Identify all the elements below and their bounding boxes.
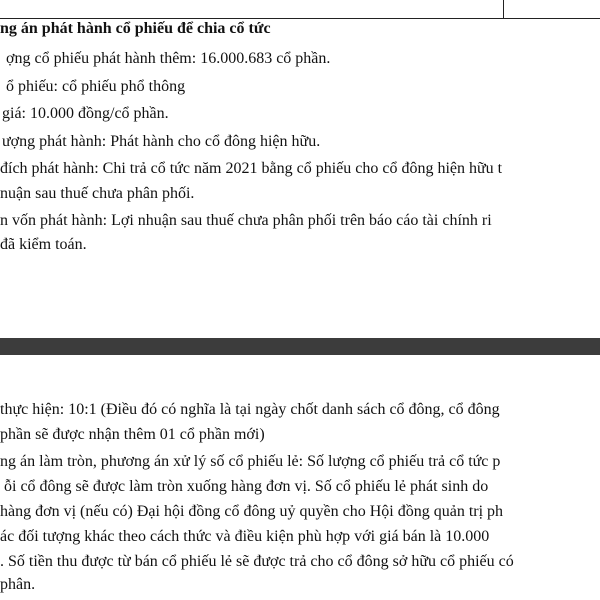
text-line-2: ổ phiếu: cổ phiếu phổ thông	[6, 78, 186, 95]
text-line-6: nuận sau thuế chưa phân phối.	[0, 185, 195, 202]
text-line-8: đã kiểm toán.	[0, 236, 87, 253]
text-line-7: n vốn phát hành: Lợi nhuận sau thuế chưa phân phối trên báo cáo tài chính ri	[0, 212, 492, 229]
text-line-10: phần sẽ được nhận thêm 01 cổ phần mới)	[0, 426, 265, 443]
text-line-12: ỗi cổ đông sẽ được làm tròn xuống hàng đơn vị. Số cổ phiếu lẻ phát sinh do	[4, 478, 489, 495]
page-gap	[0, 338, 600, 355]
text-line-14: ác đối tượng khác theo cách thức và điều kiện phù hợp với giá bán là 10.000	[0, 528, 490, 545]
table-frame-top	[0, 0, 600, 19]
text-line-1: ợng cổ phiếu phát hành thêm: 16.000.683 cổ phần.	[6, 50, 331, 67]
table-frame-divider	[503, 0, 504, 18]
text-line-4: ượng phát hành: Phát hành cho cổ đông hiện hữu.	[2, 133, 321, 150]
section-heading: ng án phát hành cổ phiếu để chia cổ tức	[0, 20, 271, 37]
text-line-13: hàng đơn vị (nếu có) Đại hội đồng cổ đông uỷ quyền cho Hội đồng quản trị ph	[0, 503, 504, 520]
text-line-3: giá: 10.000 đồng/cổ phần.	[2, 105, 169, 122]
text-line-9: thực hiện: 10:1 (Điều đó có nghĩa là tại ngày chốt danh sách cổ đông, cổ đông	[0, 401, 500, 418]
text-line-11: ng án làm tròn, phương án xử lý số cổ phiếu lẻ: Số lượng cổ phiếu trả cổ tức p	[0, 453, 501, 470]
text-line-5: đích phát hành: Chi trả cổ tức năm 2021 bằng cổ phiếu cho cổ đông hiện hữu t	[0, 160, 503, 177]
text-line-16: phân.	[0, 576, 36, 593]
document-page-bottom	[0, 355, 600, 600]
text-line-15: . Số tiền thu được từ bán cổ phiếu lẻ sẽ được trả cho cổ đông sở hữu cổ phiếu có	[0, 553, 514, 570]
